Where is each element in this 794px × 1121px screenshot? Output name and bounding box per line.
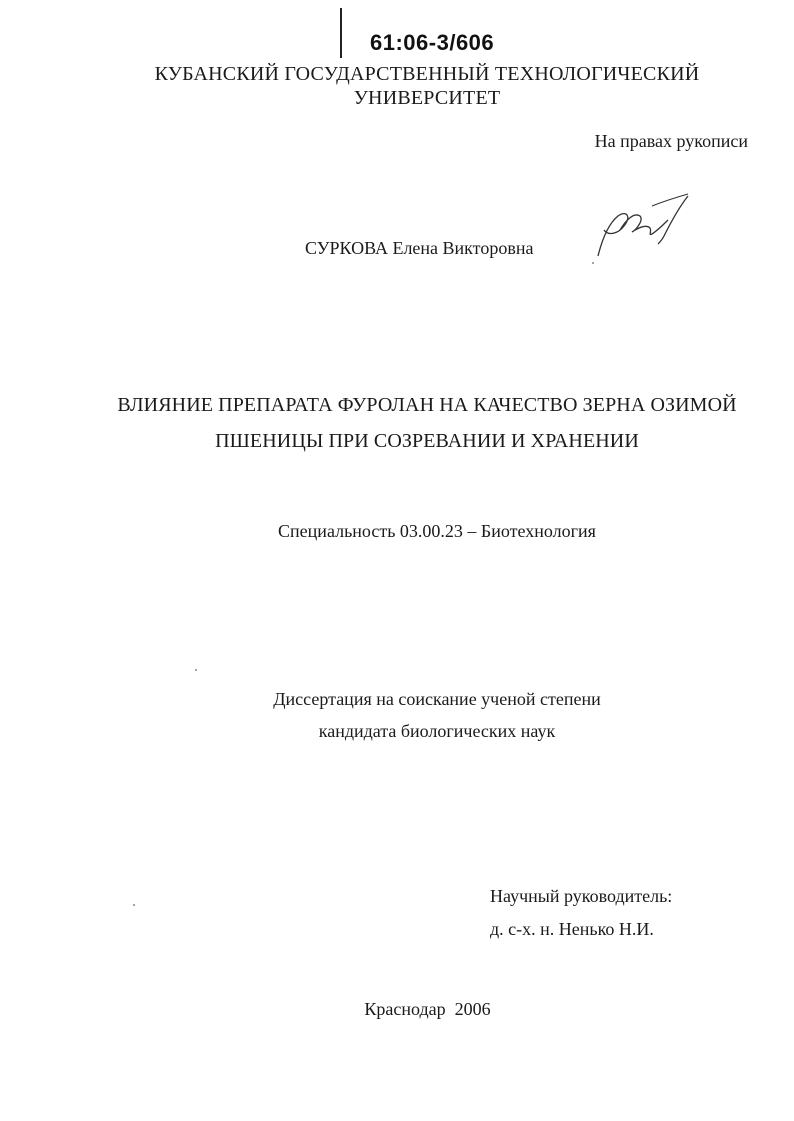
- degree-statement: [100, 683, 774, 747]
- dissertation-title: [95, 387, 759, 459]
- archive-code: 61:06-3/606: [370, 30, 495, 55]
- stamp-divider: [340, 8, 342, 58]
- university-line-2: УНИВЕРСИТЕТ: [353, 87, 501, 109]
- degree-line-2: кандидата биологических наук: [318, 721, 556, 741]
- degree-line-1: Диссертация на соискание ученой степени: [273, 689, 601, 709]
- author-name: СУРКОВА Елена Викторовна: [305, 238, 534, 258]
- supervisor-block: [490, 880, 672, 946]
- supervisor-name: д. с-х. н. Ненько Н.И.: [490, 919, 654, 939]
- university-name: [120, 62, 734, 110]
- university-line-1: КУБАНСКИЙ ГОСУДАРСТВЕННЫЙ ТЕХНОЛОГИЧЕСКИЙ: [154, 63, 700, 85]
- archive-stamp: [340, 8, 515, 60]
- scan-speck: [592, 262, 594, 264]
- signature-image: [592, 190, 692, 262]
- city-year: Краснодар 2006: [364, 999, 491, 1019]
- supervisor-label: Научный руководитель:: [490, 886, 673, 906]
- scan-speck: [133, 904, 135, 906]
- speciality: Специальность 03.00.23 – Биотехнология: [278, 521, 596, 541]
- title-line-2: ПШЕНИЦЫ ПРИ СОЗРЕВАНИИ И ХРАНЕНИИ: [215, 430, 639, 452]
- title-line-1: ВЛИЯНИЕ ПРЕПАРАТА ФУРОЛАН НА КАЧЕСТВО ЗЕРНА ОЗИМОЙ: [117, 394, 737, 416]
- scan-speck: [195, 669, 197, 671]
- rights-notice: На правах рукописи: [594, 131, 748, 151]
